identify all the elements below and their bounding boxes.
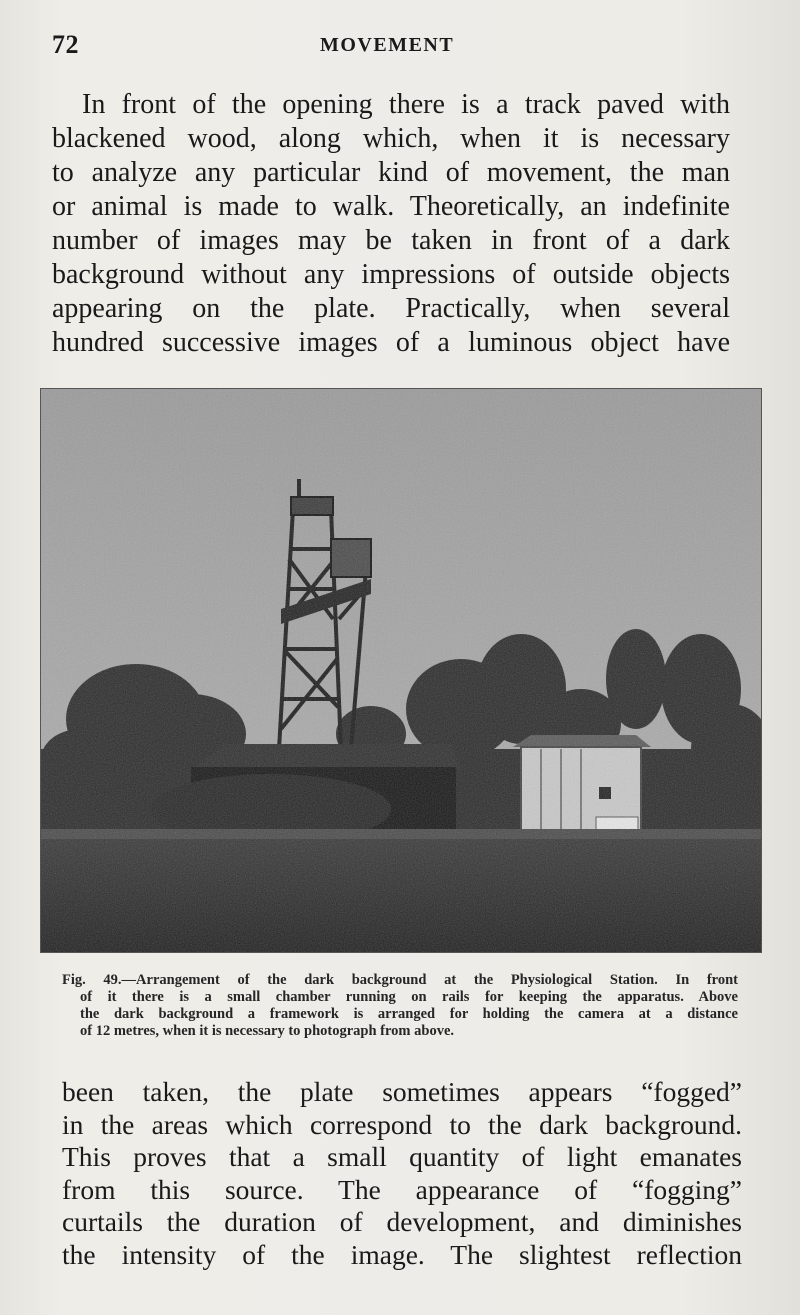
text-line: in the areas which correspond to the dark background. — [62, 1108, 742, 1140]
body-text-bottom — [62, 1076, 742, 1271]
text-line: or animal is made to walk. Theoretically, an indefinite — [52, 191, 730, 222]
caption-line: Fig. 49.—Arrangement of the dark background at the Physiological Station. In front — [62, 972, 738, 988]
text-line: background without any impressions of outside objects — [52, 259, 730, 290]
running-head: MOVEMENT — [320, 34, 455, 56]
text-line: to analyze any particular kind of movement, the man — [52, 157, 730, 188]
figure-caption — [62, 972, 738, 1040]
page-number: 72 — [52, 30, 79, 59]
body-text-top — [52, 88, 730, 360]
figure-photograph — [40, 388, 762, 953]
text-line: number of images may be taken in front of a dark — [52, 225, 730, 256]
text-line: blackened wood, along which, when it is necessary — [52, 123, 730, 154]
text-line: the intensity of the image. The slightest reflection — [62, 1238, 742, 1270]
text-line: appearing on the plate. Practically, when several — [52, 293, 730, 324]
text-line: from this source. The appearance of “fogging” — [62, 1173, 742, 1205]
text-line: been taken, the plate sometimes appears “fogged” — [62, 1076, 742, 1107]
caption-line: the dark background a framework is arranged for holding the camera at a distance — [80, 1006, 738, 1022]
text-line: In front of the opening there is a track paved with — [82, 89, 730, 120]
text-line: curtails the duration of development, and diminishes — [62, 1206, 742, 1237]
text-line: hundred successive images of a luminous object have — [52, 327, 730, 358]
caption-line: of 12 metres, when it is necessary to photograph from above. — [80, 1023, 455, 1039]
station-photo — [41, 389, 761, 952]
text-line: This proves that a small quantity of light emanates — [62, 1141, 742, 1172]
caption-line: of it there is a small chamber running on rails for keeping the apparatus. Above — [80, 989, 738, 1005]
